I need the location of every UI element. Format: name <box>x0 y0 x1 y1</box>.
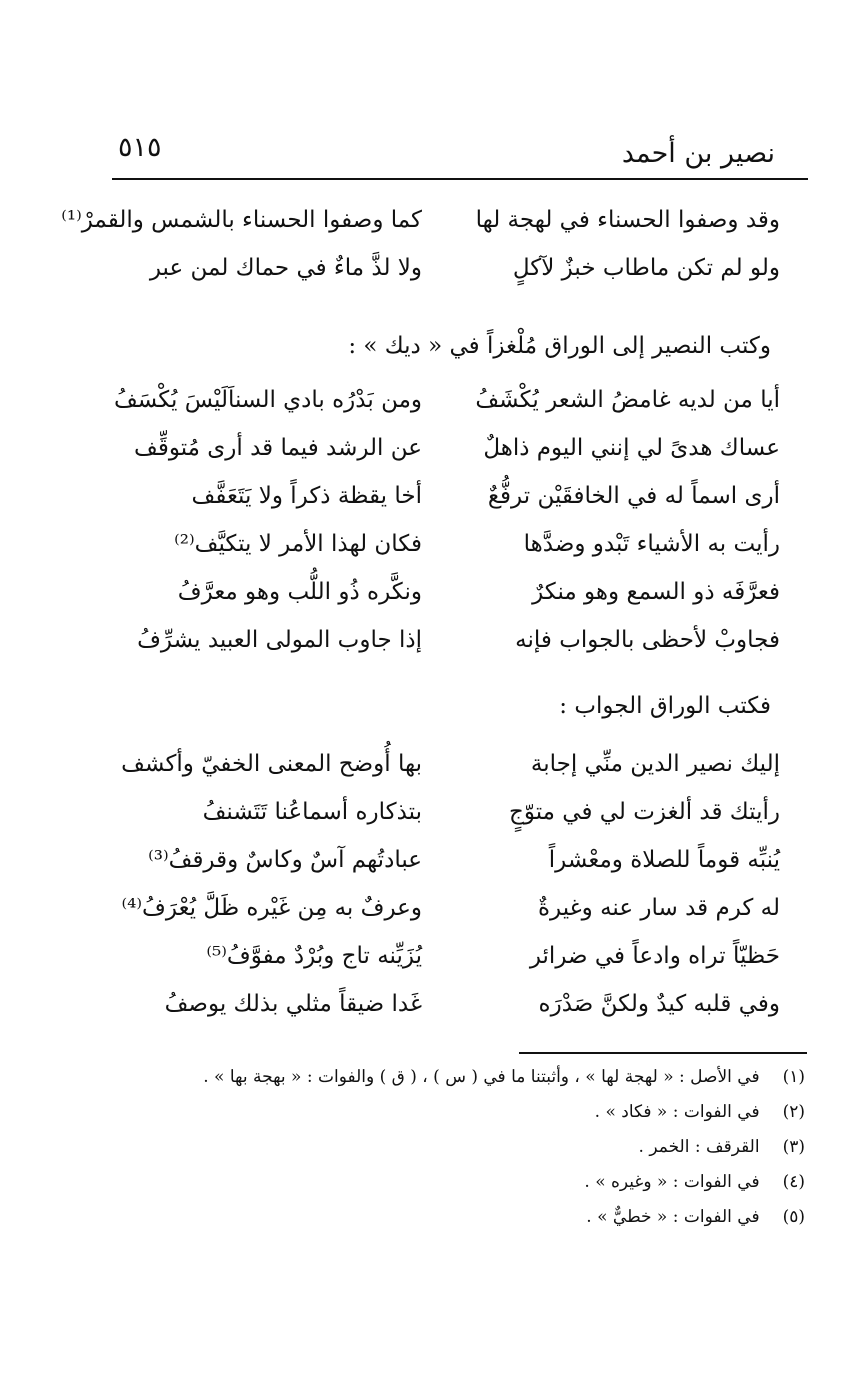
footnote-text: القرقف : الخمر . <box>638 1137 760 1157</box>
second-hemistich: ولا لذَّ ماءٌ في حماك لمن عبر <box>149 255 422 281</box>
first-hemistich: وفي قلبه كيدٌ ولكنَّ صَدْرَه <box>538 991 780 1017</box>
intro-riddle-line: وكتب النصير إلى الوراق مُلْغزاً في « ديك » : <box>348 333 771 359</box>
couplet <box>110 246 780 294</box>
second-hemistich: يُزَيِّنه تاج وبُرْدٌ مفوَّفُ⁽⁵⁾ <box>206 943 422 969</box>
second-hemistich: كما وصفوا الحسناء بالشمس والقمرْ⁽¹⁾ <box>61 207 422 233</box>
couplet <box>110 982 780 1030</box>
footnote-number: (٥) <box>782 1207 805 1227</box>
footnotes <box>185 1062 805 1237</box>
footnote-number: (١) <box>782 1067 805 1087</box>
first-hemistich: ولو لم تكن ماطاب خبزٌ لآكلٍ <box>512 255 780 281</box>
couplet <box>110 886 780 934</box>
first-hemistich: حَظيّاً تراه وادعاً في ضرائر <box>529 943 780 969</box>
stanza-3 <box>110 742 780 1030</box>
second-hemistich: ومن بَدْرُه بادي السناَلَيْسَ يُكْسَفُ <box>113 387 422 413</box>
second-hemistich: وعرفٌ به مِن غَيْره ظَلَّ يُعْرَفُ⁽⁴⁾ <box>121 895 422 921</box>
couplet <box>110 522 780 570</box>
running-head-title: نصير بن أحمد <box>621 138 775 169</box>
second-hemistich: بتذكاره أسماعُنا تَتَشنفُ <box>202 799 422 825</box>
second-hemistich: أخا يقظة ذكراً ولا يَتَعَفَّف <box>191 483 422 509</box>
footnote <box>185 1132 805 1167</box>
couplet <box>110 742 780 790</box>
header-rule <box>112 178 808 180</box>
second-hemistich: فكان لهذا الأمر لا يتكيَّف⁽²⁾ <box>174 531 422 557</box>
first-hemistich: أيا من لديه غامضُ الشعر يُكْشَفُ <box>475 387 780 413</box>
footnote-text: في الأصل : « لهجة لها » ، وأثبتنا ما في ( س ) ، ( ق ) والفوات : « بهجة بها » . <box>203 1067 760 1087</box>
page-number: ٥١٥ <box>118 132 162 163</box>
footnote <box>185 1062 805 1097</box>
second-hemistich: غَدا ضيقاً مثلي بذلك يوصفُ <box>164 991 422 1017</box>
couplet <box>110 838 780 886</box>
first-hemistich: فجاوبْ لأحظى بالجواب فإنه <box>515 627 780 653</box>
footnote-rule <box>519 1052 807 1054</box>
couplet <box>110 790 780 838</box>
footnote-text: في الفوات : « فكاد » . <box>594 1102 760 1122</box>
first-hemistich: فعرَّفَه ذو السمع وهو منكرٌ <box>532 579 780 605</box>
footnote-text: في الفوات : « خطيٌّ » . <box>586 1207 760 1227</box>
footnote <box>185 1167 805 1202</box>
footnote <box>185 1097 805 1132</box>
second-hemistich: بها أُوضح المعنى الخفيّ وأكشف <box>121 751 422 777</box>
footnote-text: في الفوات : « وغيره » . <box>584 1172 760 1192</box>
second-hemistich: إذا جاوب المولى العبيد يشرِّفُ <box>137 627 422 653</box>
couplet <box>110 378 780 426</box>
footnote-number: (٢) <box>782 1102 805 1122</box>
first-hemistich: أرى اسماً له في الخافقَيْن ترفُّعٌ <box>487 483 780 509</box>
couplet <box>61 198 780 246</box>
first-hemistich: وقد وصفوا الحسناء في لهجة لها <box>475 207 780 233</box>
couplet <box>110 570 780 618</box>
intro-answer-line: فكتب الوراق الجواب : <box>559 693 771 719</box>
second-hemistich: عن الرشد فيما قد أرى مُتوقِّف <box>134 435 422 461</box>
first-hemistich: إليك نصير الدين منِّي إجابة <box>530 751 780 777</box>
first-hemistich: رأيت به الأشياء تَبْدو وضدَّها <box>523 531 780 557</box>
stanza-2 <box>110 378 780 666</box>
footnote <box>185 1202 805 1237</box>
couplet <box>110 426 780 474</box>
second-hemistich: عبادتُهم آسٌ وكاسٌ وقرقفُ⁽³⁾ <box>148 847 422 873</box>
first-hemistich: يُنبِّه قوماً للصلاة ومعْشراً <box>548 847 780 873</box>
second-hemistich: ونكَّره ذُو اللُّب وهو معرَّفُ <box>177 579 422 605</box>
stanza-1 <box>61 198 780 294</box>
couplet <box>110 618 780 666</box>
first-hemistich: رأيتك قد ألغزت لي في متوّجٍ <box>508 799 780 825</box>
footnote-number: (٤) <box>782 1172 805 1192</box>
couplet <box>110 934 780 982</box>
footnote-number: (٣) <box>782 1137 805 1157</box>
first-hemistich: عساك هدىً لي إنني اليوم ذاهلٌ <box>483 435 780 461</box>
first-hemistich: له كرم قد سار عنه وغيرةٌ <box>537 895 780 921</box>
couplet <box>110 474 780 522</box>
